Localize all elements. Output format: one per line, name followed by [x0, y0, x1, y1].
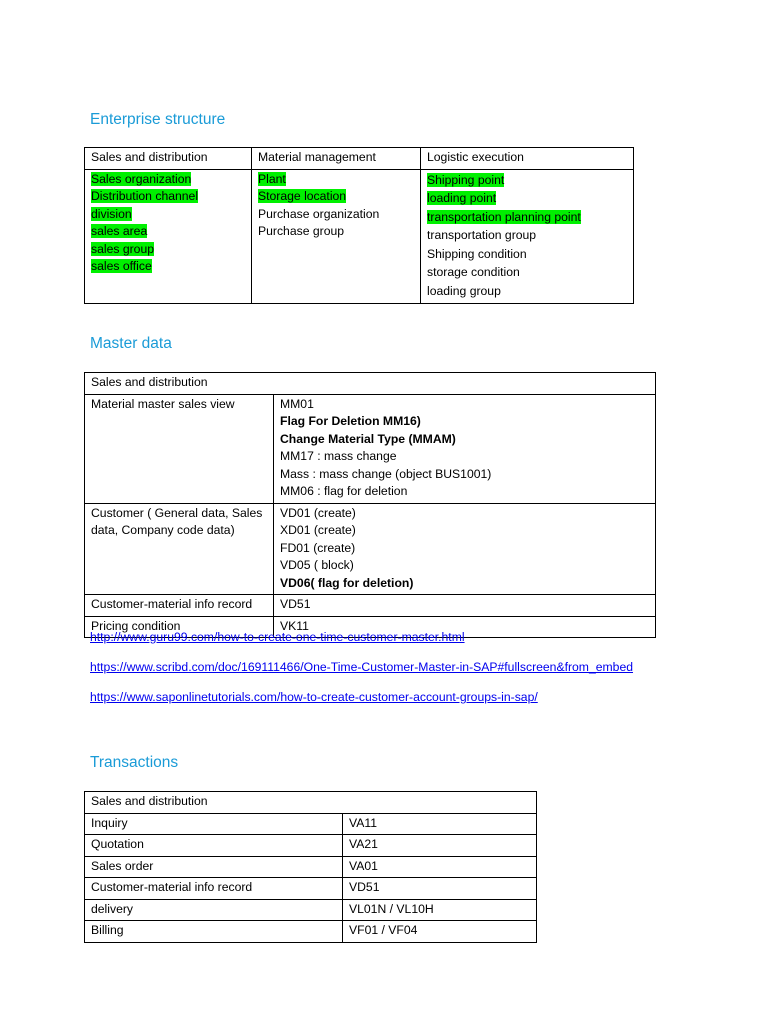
- transaction-code: Change Material Type (MMAM): [280, 431, 456, 446]
- enterprise-structure-heading: Enterprise structure: [90, 111, 226, 128]
- transaction-label: Customer-material info record: [85, 878, 343, 900]
- transactions-heading: Transactions: [90, 754, 179, 771]
- le-structure-item: loading point: [427, 191, 497, 206]
- le-structure-item: storage condition: [427, 265, 520, 280]
- table-row: [85, 394, 656, 503]
- link-scribd[interactable]: https://www.scribd.com/doc/169111466/One-Time-Customer-Master-in-SAP#fullscreen&from_embed: [90, 660, 634, 674]
- transaction-label: Quotation: [85, 835, 343, 857]
- table-row: [85, 595, 656, 617]
- transaction-code: VL01N / VL10H: [343, 899, 537, 921]
- sd-structure-item: Sales organization: [91, 171, 192, 186]
- le-structure-item: transportation planning point: [427, 209, 581, 224]
- table-row: [85, 813, 537, 835]
- mm-structure-item: Plant: [258, 171, 286, 186]
- transaction-code: VA01: [343, 856, 537, 878]
- transaction-label: Billing: [85, 921, 343, 943]
- sd-structure-item: Distribution channel: [91, 189, 199, 203]
- transaction-code: MM06 : flag for deletion: [280, 484, 408, 498]
- table-row: [85, 899, 537, 921]
- master-row-values: [274, 503, 656, 595]
- table-row: [85, 856, 537, 878]
- enterprise-le-cell: [421, 169, 634, 303]
- le-structure-item: Shipping point: [427, 172, 505, 187]
- transaction-label: Sales order: [85, 856, 343, 878]
- enterprise-header-le: Logistic execution: [421, 148, 634, 170]
- transaction-code: MM17 : mass change: [280, 449, 397, 463]
- master-row-label: Customer ( General data, Sales data, Company code data): [85, 503, 274, 595]
- transaction-code: VD05 ( block): [280, 558, 354, 572]
- transaction-code: VD51: [280, 597, 311, 611]
- mm-structure-item: Purchase group: [258, 224, 345, 238]
- table-row: [85, 835, 537, 857]
- le-structure-item: Shipping condition: [427, 246, 527, 261]
- transaction-code: VF01 / VF04: [343, 921, 537, 943]
- transaction-code: VD06( flag for deletion): [280, 575, 414, 590]
- master-data-table: [84, 372, 656, 638]
- transaction-label: delivery: [85, 899, 343, 921]
- transaction-code: VD01 (create): [280, 505, 356, 520]
- sd-structure-item: division: [91, 206, 132, 221]
- transaction-code: MM01: [280, 396, 314, 411]
- enterprise-header-sd: Sales and distribution: [85, 148, 252, 170]
- transactions-table: [84, 791, 537, 943]
- transaction-code: VK11: [280, 618, 309, 633]
- le-structure-item: loading group: [427, 284, 501, 299]
- mm-structure-item: Storage location: [258, 189, 347, 203]
- master-row-label: Material master sales view: [85, 394, 274, 503]
- master-row-label: Pricing condition: [85, 616, 274, 638]
- link-saponlinetutorials[interactable]: https://www.saponlinetutorials.com/how-to-create-customer-account-groups-in-sap/: [90, 690, 538, 704]
- enterprise-sd-cell: [85, 169, 252, 303]
- enterprise-structure-table: [84, 147, 634, 304]
- transaction-code: VA11: [343, 813, 537, 835]
- le-structure-item: transportation group: [427, 228, 537, 243]
- enterprise-header-mm: Material management: [252, 148, 421, 170]
- master-data-heading: Master data: [90, 335, 172, 352]
- table-row: [85, 878, 537, 900]
- master-data-header: Sales and distribution: [85, 373, 656, 395]
- transaction-code: FD01 (create): [280, 540, 356, 555]
- transaction-code: VD51: [343, 878, 537, 900]
- transactions-header: Sales and distribution: [85, 792, 537, 814]
- table-row: [85, 921, 537, 943]
- mm-structure-item: Purchase organization: [258, 206, 380, 221]
- transaction-code: VA21: [343, 835, 537, 857]
- sd-structure-item: sales group: [91, 241, 155, 256]
- transaction-code: XD01 (create): [280, 523, 356, 537]
- master-row-label: Customer-material info record: [85, 595, 274, 617]
- master-row-values: [274, 394, 656, 503]
- enterprise-mm-cell: [252, 169, 421, 303]
- transaction-label: Inquiry: [85, 813, 343, 835]
- link-guru99[interactable]: http://www.guru99.com/how-to-create-one-time-customer-master.html: [90, 630, 465, 644]
- sd-structure-item: sales office: [91, 259, 152, 273]
- table-row: [85, 503, 656, 595]
- master-row-values: [274, 595, 656, 617]
- transaction-code: Mass : mass change (object BUS1001): [280, 466, 492, 481]
- sd-structure-item: sales area: [91, 224, 148, 238]
- transaction-code: Flag For Deletion MM16): [280, 414, 421, 428]
